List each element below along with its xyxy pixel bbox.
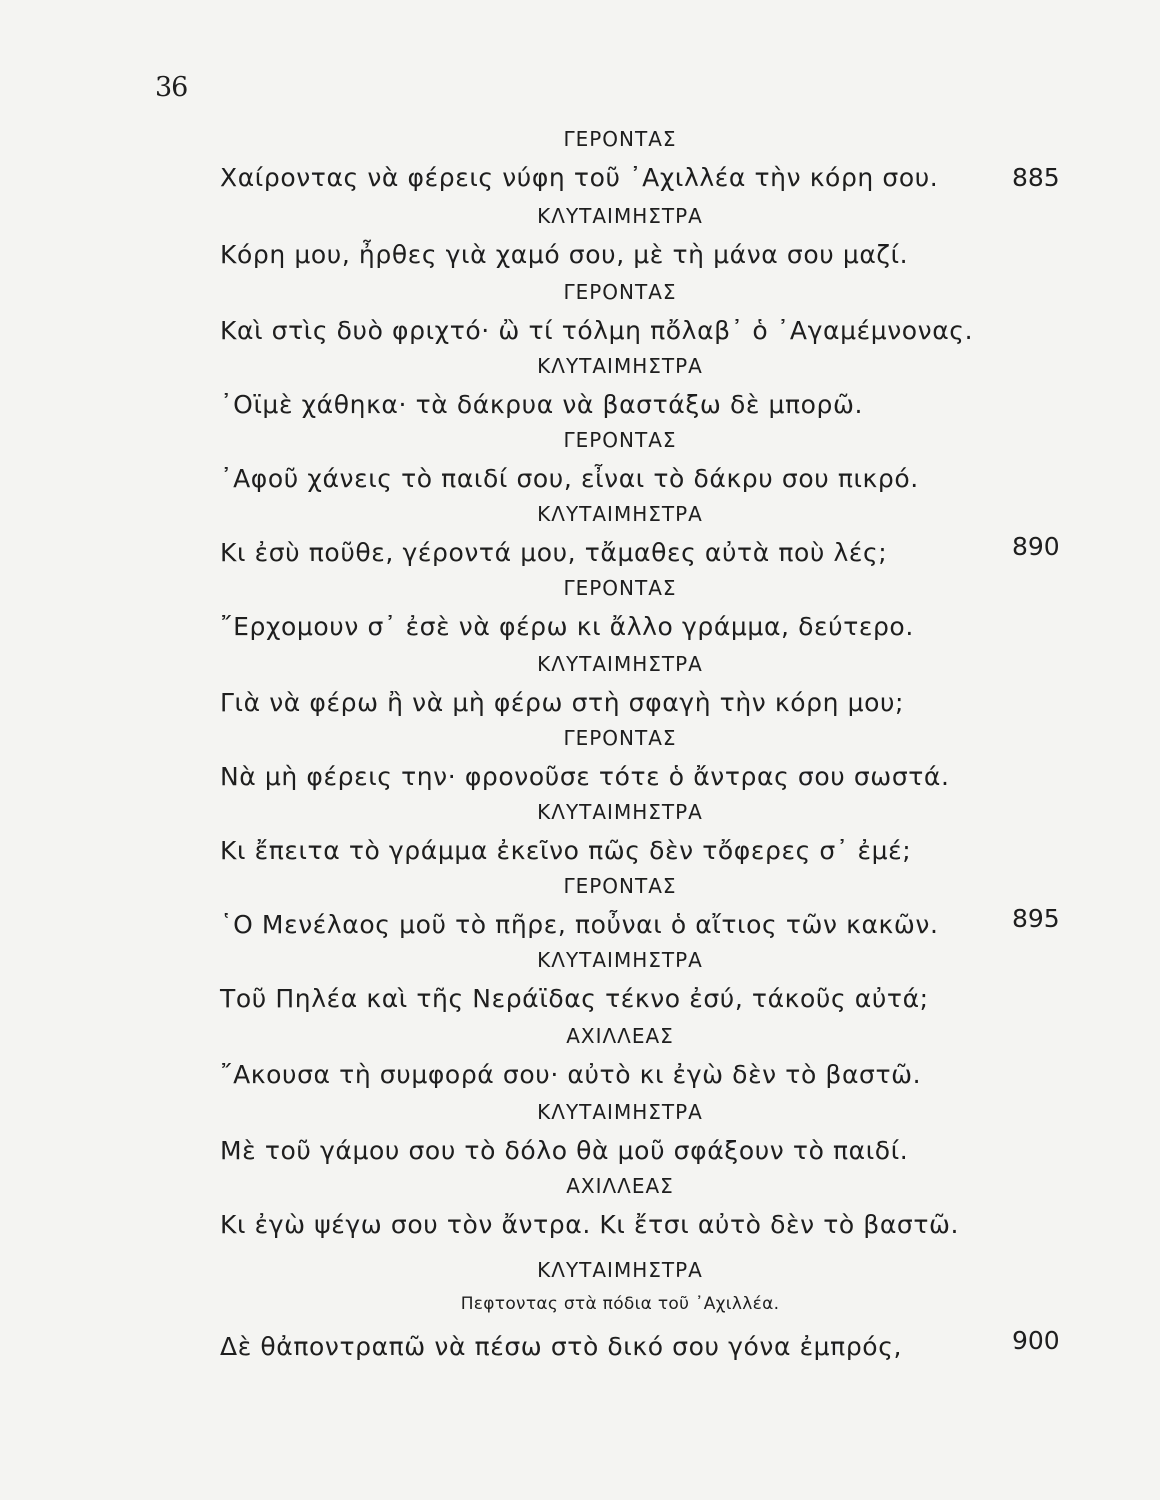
verse-line: Κι ἐγὼ ψέγω σου τὸν ἄντρα. Κι ἔτσι αὐτὸ δὲν τὸ βαστῶ. (220, 1210, 960, 1239)
speaker-name: ΚΛΥΤΑΙΜΗΣΤΡΑ (537, 652, 703, 676)
line-number: 885 (1012, 163, 1060, 192)
line-number: 900 (1012, 1326, 1060, 1355)
speaker-name: ΓΕΡΟΝΤΑΣ (563, 874, 677, 898)
speaker-name: ΚΛΥΤΑΙΜΗΣΤΡΑ (537, 204, 703, 228)
speaker-name: ΚΛΥΤΑΙΜΗΣΤΡΑ (537, 948, 703, 972)
verse-line: ῾Ο Μενέλαος μοῦ τὸ πῆρε, ποὖναι ὁ αἴτιος τῶν κακῶν. (220, 910, 939, 939)
verse-line: Μὲ τοῦ γάμου σου τὸ δόλο θὰ μοῦ σφάξουν τὸ παιδί. (220, 1136, 909, 1165)
verse-line: Δὲ θἀποντραπῶ νὰ πέσω στὸ δικό σου γόνα ἐμπρός, (220, 1332, 903, 1361)
verse-line: Τοῦ Πηλέα καὶ τῆς Νεράϊδας τέκνο ἐσύ, τάκοῦς αὐτά; (220, 984, 929, 1013)
speaker-name: ΓΕΡΟΝΤΑΣ (563, 576, 677, 600)
speaker-name: ΓΕΡΟΝΤΑΣ (563, 280, 677, 304)
verse-line: Κόρη μου, ἦρθες γιὰ χαμό σου, μὲ τὴ μάνα σου μαζί. (220, 240, 909, 269)
speaker-name: ΚΛΥΤΑΙΜΗΣΤΡΑ (537, 800, 703, 824)
line-number: 895 (1012, 904, 1060, 933)
verse-line: Κι ἔπειτα τὸ γράμμα ἐκεῖνο πῶς δὲν τὄφερες σ᾿ ἐμέ; (220, 836, 912, 865)
verse-line: Καὶ στὶς δυὸ φριχτό· ὢ τί τόλμη πὄλαβ᾿ ὁ ᾿Αγαμέμνονας. (220, 316, 974, 345)
speaker-name: ΚΛΥΤΑΙΜΗΣΤΡΑ (537, 354, 703, 378)
speaker-name: ΚΛΥΤΑΙΜΗΣΤΡΑ (537, 502, 703, 526)
verse-line: ᾿Αφοῦ χάνεις τὸ παιδί σου, εἶναι τὸ δάκρυ σου πικρό. (220, 464, 919, 493)
stage-direction: Πεφτοντας στὰ πόδια τοῦ ᾿Αχιλλέα. (460, 1294, 780, 1314)
speaker-name: ΑΧΙΛΛΕΑΣ (566, 1024, 674, 1048)
verse-line: Νὰ μὴ φέρεις την· φρονοῦσε τότε ὁ ἄντρας σου σωστά. (220, 762, 950, 791)
speaker-name: ΓΕΡΟΝΤΑΣ (563, 428, 677, 452)
speaker-name: ΚΛΥΤΑΙΜΗΣΤΡΑ (537, 1100, 703, 1124)
speaker-name: ΓΕΡΟΝΤΑΣ (563, 726, 677, 750)
verse-line: Κι ἐσὺ ποῦθε, γέροντά μου, τἄμαθες αὐτὰ ποὺ λές; (220, 538, 888, 567)
verse-line: ῎Ακουσα τὴ συμφορά σου· αὐτὸ κι ἐγὼ δὲν τὸ βαστῶ. (220, 1060, 922, 1089)
speaker-name: ΑΧΙΛΛΕΑΣ (566, 1174, 674, 1198)
line-number: 890 (1012, 532, 1060, 561)
page-number: 36 (155, 72, 188, 103)
speaker-name: ΓΕΡΟΝΤΑΣ (563, 127, 677, 151)
speaker-name: ΚΛΥΤΑΙΜΗΣΤΡΑ (537, 1258, 703, 1282)
verse-line: Γιὰ νὰ φέρω ἢ νὰ μὴ φέρω στὴ σφαγὴ τὴν κόρη μου; (220, 688, 905, 717)
verse-line: ᾿Οϊμὲ χάθηκα· τὰ δάκρυα νὰ βαστάξω δὲ μπορῶ. (220, 390, 864, 419)
verse-line: ῎Ερχομουν σ᾿ ἐσὲ νὰ φέρω κι ἄλλο γράμμα, δεύτερο. (220, 612, 914, 641)
verse-line: Χαίροντας νὰ φέρεις νύφη τοῦ ᾿Αχιλλέα τὴν κόρη σου. (220, 163, 939, 192)
